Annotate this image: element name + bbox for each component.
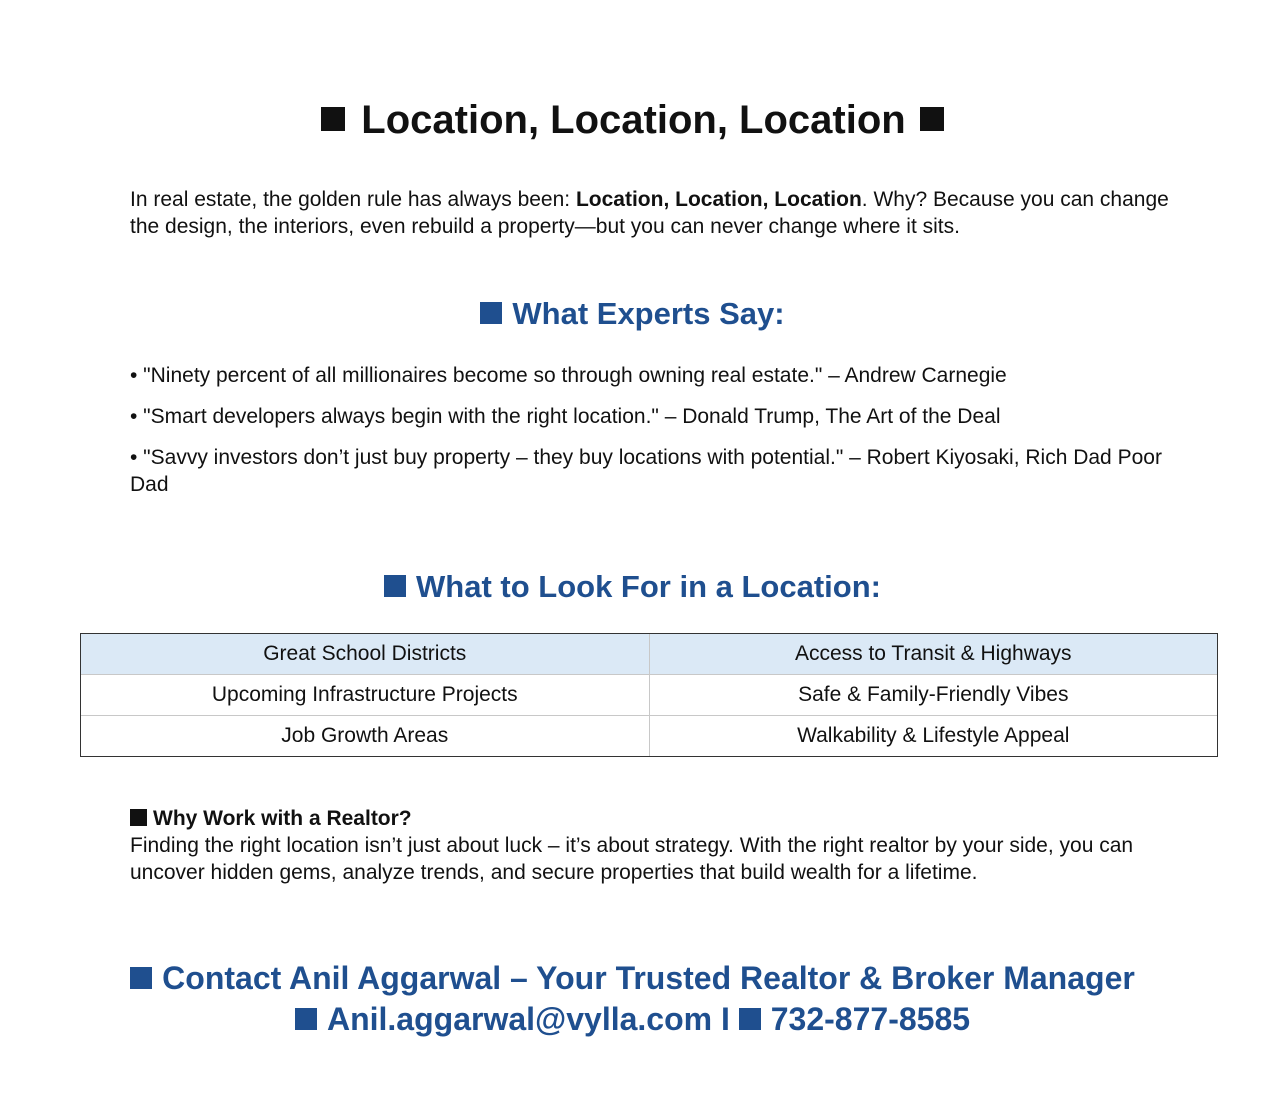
expert-quotes-list	[130, 362, 1170, 512]
realtor-heading-text: Why Work with a Realtor?	[153, 807, 412, 830]
location-features-table	[80, 633, 1218, 757]
realtor-body: Finding the right location isn’t just about luck – it’s about strategy. With the right realtor by your side, you can uncover hidden gems, analyze trends, and secure properties that build wealth for a lifetime.	[130, 834, 1134, 884]
table-row	[81, 675, 1218, 716]
experts-title-text: What Experts Say:	[512, 296, 785, 331]
table-cell: Walkability & Lifestyle Appeal	[649, 716, 1218, 757]
blue-square-icon	[739, 1008, 761, 1030]
table-row	[81, 634, 1218, 675]
table-row	[81, 716, 1218, 757]
contact-phone[interactable]: 732-877-8585	[770, 1001, 971, 1037]
contact-details	[0, 999, 1265, 1039]
quote-item: • "Ninety percent of all millionaires become so through owning real estate." – Andrew Carnegie	[130, 364, 1007, 387]
page-title	[0, 96, 1265, 144]
intro-paragraph	[130, 186, 1170, 240]
realtor-heading	[130, 805, 1170, 832]
blue-square-icon	[480, 302, 502, 324]
contact-email[interactable]: Anil.aggarwal@vylla.com	[326, 1001, 713, 1037]
black-square-icon	[321, 107, 345, 131]
blue-square-icon	[130, 967, 152, 989]
contact-line-text: Contact Anil Aggarwal – Your Trusted Realtor & Broker Manager	[162, 960, 1135, 996]
black-square-icon	[130, 809, 147, 826]
page-title-text: Location, Location, Location	[361, 98, 906, 142]
realtor-section	[130, 805, 1170, 886]
blue-square-icon	[295, 1008, 317, 1030]
contact-separator: I	[720, 1001, 730, 1037]
intro-text-before: In real estate, the golden rule has always been:	[130, 188, 576, 211]
quote-item: • "Savvy investors don’t just buy property – they buy locations with potential." – Robert Kiyosaki, Rich Dad Poor Dad	[130, 446, 1162, 496]
table-cell: Great School Districts	[81, 634, 650, 675]
table-cell: Job Growth Areas	[81, 716, 650, 757]
look-for-section-title	[0, 568, 1265, 606]
quote-item: • "Smart developers always begin with the right location." – Donald Trump, The Art of the Deal	[130, 405, 1001, 428]
table-cell: Access to Transit & Highways	[649, 634, 1218, 675]
intro-bold-phrase: Location, Location, Location	[575, 188, 862, 211]
contact-line	[0, 958, 1265, 998]
blue-square-icon	[384, 575, 406, 597]
intro-text-after: . Why? Because you can change the design, the interiors, even rebuild a property—but you can never change where it sits.	[130, 188, 1169, 238]
table-cell: Upcoming Infrastructure Projects	[81, 675, 650, 716]
table-cell: Safe & Family-Friendly Vibes	[649, 675, 1218, 716]
experts-section-title	[0, 295, 1265, 333]
black-square-icon	[920, 107, 944, 131]
look-for-title-text: What to Look For in a Location:	[416, 569, 881, 604]
